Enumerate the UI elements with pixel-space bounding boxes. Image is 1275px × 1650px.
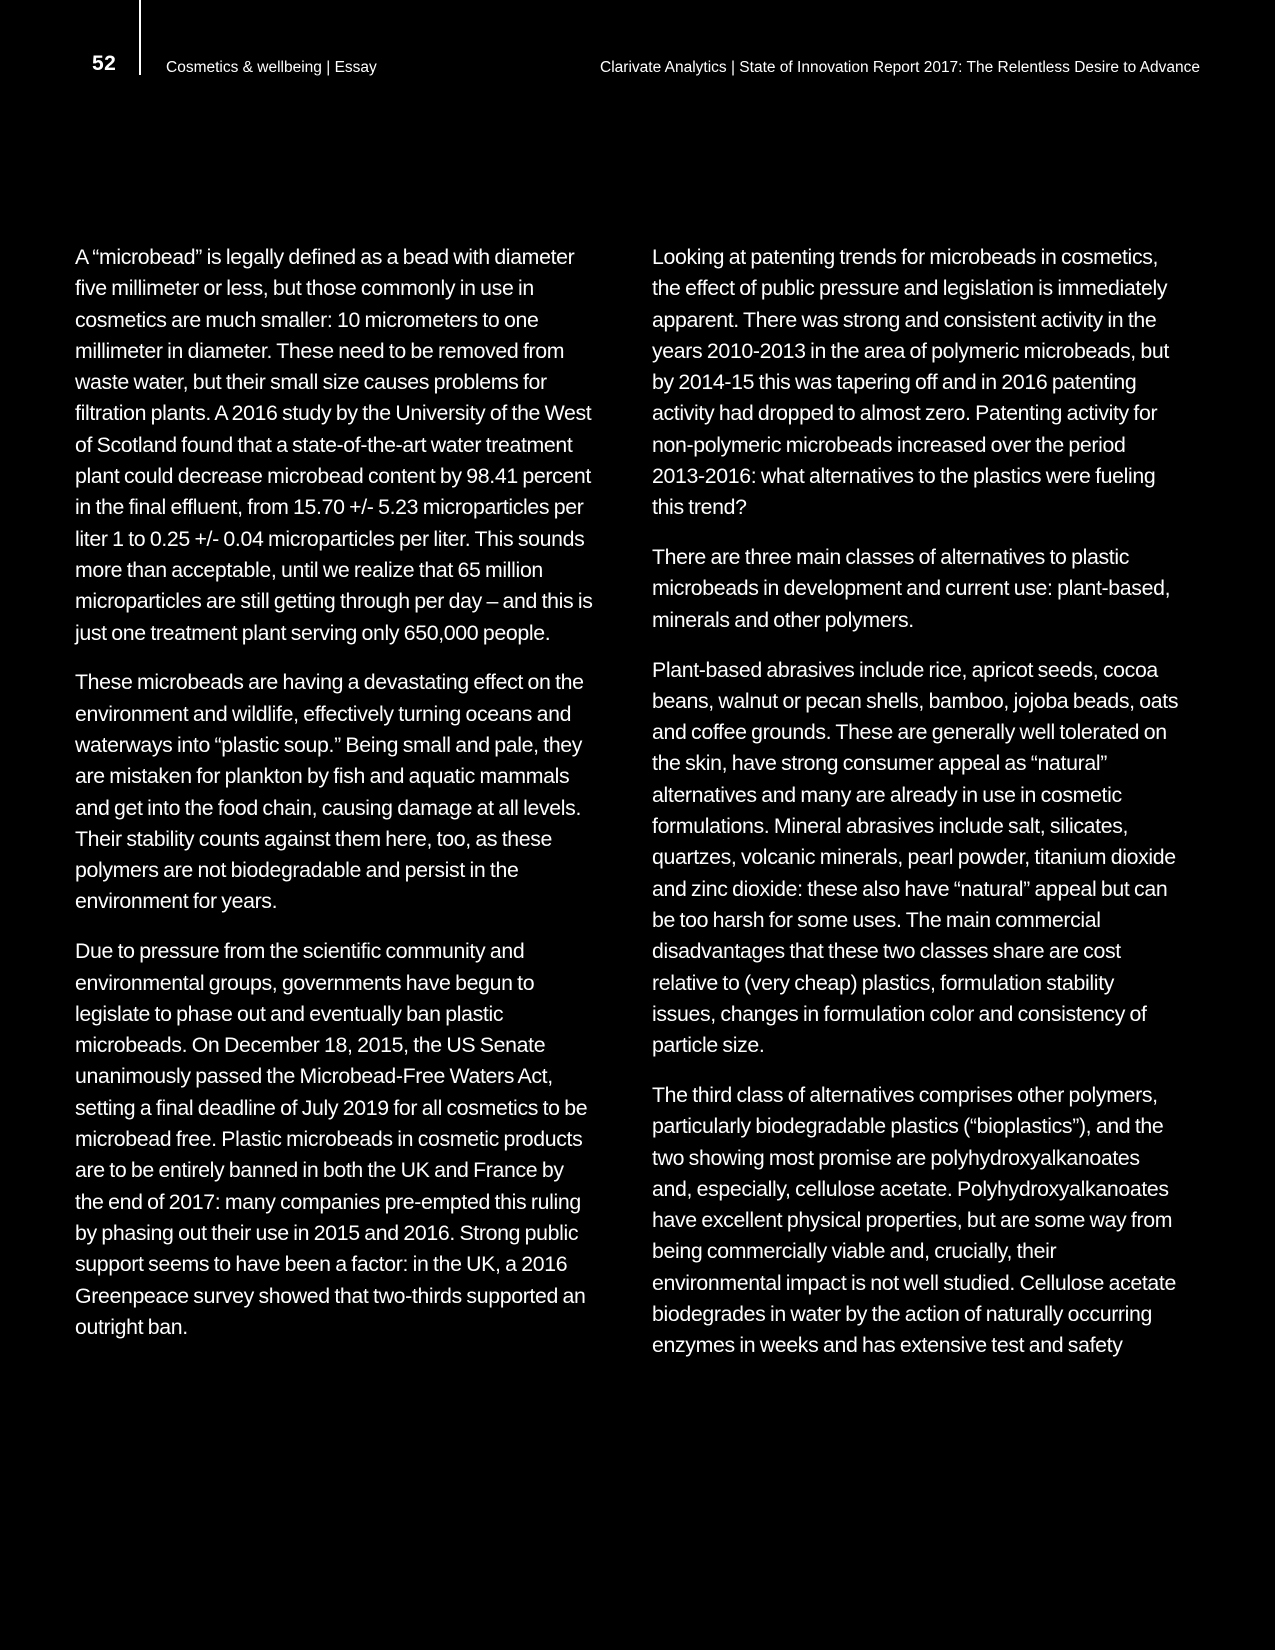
paragraph: Plant-based abrasives include rice, apricot seeds, cocoa beans, walnut or pecan shells, bamboo, jojoba beads, oats and coffee grounds. These are generally well tolerated on the skin, have strong consumer appeal as “natural” alternatives and many are already in use in cosmetic formulations. Mineral abrasives include salt, silicates, quartzes, volcanic minerals, pearl powder, titanium dioxide and zinc dioxide: these also have “natural” appeal but can be too harsh for some uses. The main commercial disadvantages that these two classes share are cost relative to (very cheap) plastics, formulation stability issues, changes in formulation color and consistency of particle size. bbox=[652, 657, 1179, 1058]
header-divider bbox=[139, 0, 141, 75]
paragraph: Due to pressure from the scientific community and environmental groups, governments have begun to legislate to phase out and eventually ban plastic microbeads. On December 18, 2015, the US Senate unanimously passed the Microbead-Free Waters Act, setting a final deadline of July 2019 for all cosmetics to be microbead free. Plastic microbeads in cosmetic products are to be entirely banned in both the UK and France by the end of 2017: many companies pre-empted this ruling by phasing out their use in 2015 and 2016. Strong public support seems to have been a factor: in the UK, a 2016 Greenpeace survey showed that two-thirds supported an outright ban. bbox=[75, 939, 588, 1339]
paragraph: A “microbead” is legally defined as a bead with diameter five millimeter or less, but those commonly in use in cosmetics are much smaller: 10 micrometers to one millimeter in diameter. These need to be removed from waste water, but their small size causes problems for filtration plants. A 2016 study by the University of the West of Scotland found that a state-of-the-art water treatment plant could decrease microbead content by 98.41 percent in the final effluent, from 15.70 +/- 5.23 microparticles per liter 1 to 0.25 +/- 0.04 microparticles per liter. This sounds more than acceptable, until we realize that 65 million microparticles are still getting through per day – and this is just one treatment plant serving only 650,000 people. bbox=[75, 245, 593, 645]
paragraph: The third class of alternatives comprises other polymers, particularly biodegradable plastics (“bioplastics”), and the two showing most promise are polyhydroxyalkanoates and, especially, cellulose acetate. Polyhydroxyalkanoates have excellent physical properties, but are some way from being commercially viable and, crucially, their environmental impact is not well studied. Cellulose acetate biodegrades in water by the action of naturally occurring enzymes in weeks and has extensive test and safety bbox=[652, 1082, 1176, 1358]
page-number: 52 bbox=[92, 52, 117, 75]
section-label: Cosmetics & wellbeing | Essay bbox=[166, 59, 377, 76]
report-title: Clarivate Analytics | State of Innovation Report 2017: The Relentless Desire to Advance bbox=[600, 59, 1200, 76]
paragraph: These microbeads are having a devastating effect on the environment and wildlife, effectively turning oceans and waterways into “plastic soup.” Being small and pale, they are mistaken for plankton by fish and aquatic mammals and get into the food chain, causing damage at all levels. Their stability counts against them here, too, as these polymers are not biodegradable and persist in the environment for years. bbox=[75, 670, 584, 914]
left-column bbox=[75, 242, 595, 1362]
right-column bbox=[652, 242, 1180, 1380]
paragraph: Looking at patenting trends for microbeads in cosmetics, the effect of public pressure and legislation is immediately apparent. There was strong and consistent activity in the years 2010-2013 in the area of polymeric microbeads, but by 2014-15 this was tapering off and in 2016 patenting activity had dropped to almost zero. Patenting activity for non-polymeric microbeads increased over the period 2013-2016: what alternatives to the plastics were fueling this trend? bbox=[652, 245, 1169, 520]
paragraph: There are three main classes of alternatives to plastic microbeads in development and current use: plant-based, minerals and other polymers. bbox=[652, 545, 1171, 632]
